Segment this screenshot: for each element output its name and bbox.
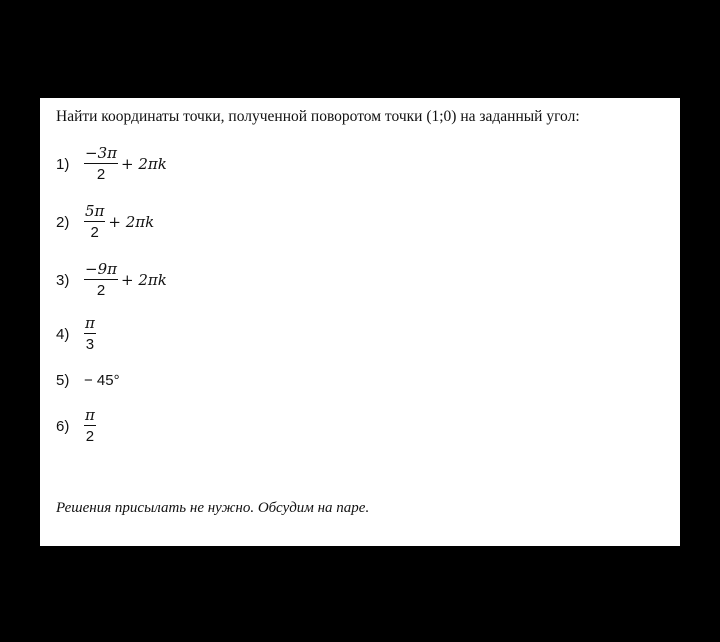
fraction-denominator: 2	[90, 224, 99, 241]
fraction-denominator: 3	[85, 336, 95, 353]
list-item	[56, 310, 99, 358]
fraction-denominator: 2	[96, 282, 106, 299]
list-item	[56, 140, 167, 188]
fraction	[84, 316, 96, 352]
list-item	[56, 198, 154, 246]
item-number: 4)	[56, 325, 70, 343]
fraction	[84, 408, 96, 444]
fraction-denominator: 2	[85, 428, 95, 445]
fraction	[84, 204, 105, 240]
expression-suffix: + 2πk	[120, 271, 167, 289]
fraction	[84, 262, 118, 298]
angle-value: − 45°	[84, 371, 120, 389]
fraction-numerator: π	[85, 406, 95, 424]
fraction-numerator: π	[85, 314, 95, 332]
item-number: 5)	[56, 371, 70, 389]
fraction-numerator: −3π	[85, 144, 117, 162]
fraction-numerator: 5π	[85, 202, 105, 220]
task-title: Найти координаты точки, полученной поворотом точки (1;0) на заданный угол:	[56, 108, 580, 125]
list-item	[56, 256, 167, 304]
fraction-numerator: −9π	[85, 260, 117, 278]
worksheet	[40, 98, 680, 546]
item-number: 3)	[56, 271, 70, 289]
fraction	[84, 146, 118, 182]
expression-suffix: + 2πk	[120, 155, 167, 173]
list-item	[56, 356, 120, 404]
fraction-denominator: 2	[96, 166, 106, 183]
item-number: 2)	[56, 213, 70, 231]
list-item	[56, 402, 99, 450]
item-number: 6)	[56, 417, 70, 435]
item-number: 1)	[56, 155, 70, 173]
footer-note: Решения присылать не нужно. Обсудим на паре.	[56, 500, 370, 516]
expression-suffix: + 2πk	[108, 213, 155, 231]
